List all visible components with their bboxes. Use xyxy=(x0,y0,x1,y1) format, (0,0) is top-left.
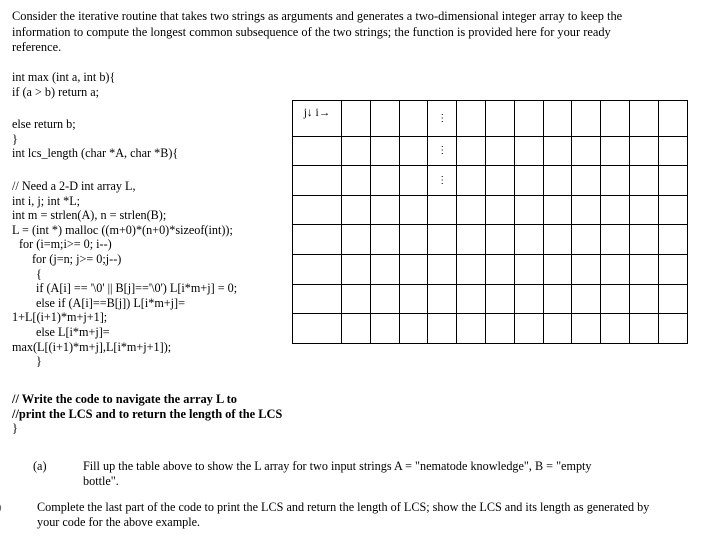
table-cell xyxy=(658,101,687,137)
table-cell xyxy=(601,254,630,284)
table-cell xyxy=(370,314,399,344)
table-cell xyxy=(342,254,371,284)
code-block-max-function xyxy=(12,70,115,99)
code-line: for (i=m;i>= 0; i--) xyxy=(19,237,112,252)
table-row xyxy=(293,284,688,314)
table-cell xyxy=(342,166,371,196)
table-cell xyxy=(601,225,630,255)
table-cell xyxy=(514,136,543,166)
table-cell xyxy=(428,314,457,344)
question-a xyxy=(33,459,618,490)
table-cell xyxy=(629,314,658,344)
table-cell xyxy=(485,136,514,166)
table-row xyxy=(293,136,688,166)
problem-intro: Consider the iterative routine that takes two strings as arguments and generates a two-dimensional integer array to keep the information to compute the longest common subsequence of the two strings; the function is provided here for your ready reference. xyxy=(12,9,623,54)
table-cell xyxy=(293,195,342,225)
table-cell xyxy=(293,314,342,344)
table-ellipsis-cell xyxy=(428,136,457,166)
code-line: 1+L[(i+1)*m+j+1]; xyxy=(12,310,108,325)
table-cell xyxy=(485,254,514,284)
table-cell xyxy=(428,195,457,225)
table-cell xyxy=(658,195,687,225)
table-cell xyxy=(370,225,399,255)
code-line: else if (A[i]==B[j]) L[i*m+j]= xyxy=(36,295,185,310)
table-row xyxy=(293,166,688,196)
table-cell xyxy=(485,225,514,255)
code-line: // Write the code to navigate the array L to xyxy=(12,392,237,406)
table-cell xyxy=(370,195,399,225)
table-cell xyxy=(399,225,428,255)
table-cell xyxy=(514,254,543,284)
table-cell xyxy=(370,136,399,166)
code-line: int lcs_length (char *A, char *B){ xyxy=(12,146,179,161)
table-cell xyxy=(457,101,486,137)
table-cell xyxy=(543,225,572,255)
table-cell xyxy=(342,284,371,314)
table-header-cell: j↓ i→ xyxy=(293,101,342,137)
table-cell xyxy=(485,314,514,344)
table-cell xyxy=(629,225,658,255)
table-cell xyxy=(342,136,371,166)
table-cell xyxy=(457,136,486,166)
question-b-text: Complete the last part of the code to print the LCS and return the length of LCS; show the LCS and its length as generated by your code for the above example. xyxy=(37,500,650,530)
table-cell xyxy=(399,136,428,166)
table-cell xyxy=(485,101,514,137)
table-cell xyxy=(658,136,687,166)
table-cell xyxy=(342,195,371,225)
lcs-table xyxy=(292,100,688,344)
table-cell xyxy=(543,284,572,314)
code-line: else L[i*m+j]= xyxy=(36,324,110,339)
code-block-lcs-signature xyxy=(12,117,178,161)
code-line: { xyxy=(36,266,42,281)
code-block-lcs-body xyxy=(12,179,237,369)
table-cell xyxy=(293,225,342,255)
table-cell xyxy=(658,225,687,255)
table-cell xyxy=(399,166,428,196)
table-cell xyxy=(514,225,543,255)
table-cell xyxy=(514,101,543,137)
table-cell xyxy=(572,225,601,255)
table-cell xyxy=(457,225,486,255)
code-line: } xyxy=(12,421,18,436)
table-ellipsis-cell xyxy=(428,166,457,196)
table-cell xyxy=(428,225,457,255)
table-cell xyxy=(293,136,342,166)
table-cell xyxy=(629,166,658,196)
vertical-ellipsis: ⋮ xyxy=(437,145,448,157)
table-cell xyxy=(572,166,601,196)
table-cell xyxy=(514,284,543,314)
table-cell xyxy=(370,254,399,284)
table-cell xyxy=(342,314,371,344)
code-block-task-comment xyxy=(12,392,282,436)
table-cell xyxy=(658,166,687,196)
table-cell xyxy=(629,195,658,225)
code-line: // Need a 2-D int array L, xyxy=(12,179,136,193)
table-cell xyxy=(457,284,486,314)
table-cell xyxy=(485,166,514,196)
table-cell xyxy=(629,101,658,137)
table-cell xyxy=(457,195,486,225)
table-row xyxy=(293,195,688,225)
table-cell xyxy=(370,101,399,137)
table-cell xyxy=(629,254,658,284)
table-cell xyxy=(399,195,428,225)
table-cell xyxy=(543,195,572,225)
table-cell xyxy=(399,314,428,344)
table-cell xyxy=(543,314,572,344)
table-cell xyxy=(543,136,572,166)
table-cell xyxy=(601,195,630,225)
table-row xyxy=(293,225,688,255)
table-cell xyxy=(399,284,428,314)
table-cell xyxy=(572,136,601,166)
code-line: if (a > b) return a; xyxy=(12,84,100,99)
table-cell xyxy=(601,284,630,314)
table-cell xyxy=(658,284,687,314)
table-cell xyxy=(601,101,630,137)
code-line: int i, j; int *L; xyxy=(12,193,81,208)
table-cell xyxy=(572,254,601,284)
table-cell xyxy=(399,254,428,284)
question-b xyxy=(12,500,652,531)
table-cell xyxy=(457,314,486,344)
table-cell xyxy=(514,314,543,344)
table-cell xyxy=(543,254,572,284)
vertical-ellipsis: ⋮ xyxy=(437,174,448,186)
table-cell xyxy=(572,101,601,137)
table-cell xyxy=(572,284,601,314)
table-cell xyxy=(543,166,572,196)
table-cell xyxy=(293,254,342,284)
table-cell xyxy=(514,166,543,196)
table-cell xyxy=(601,314,630,344)
table-cell xyxy=(543,101,572,137)
table-cell xyxy=(601,166,630,196)
table-cell xyxy=(485,284,514,314)
table-cell xyxy=(572,195,601,225)
code-line: } xyxy=(36,354,42,369)
code-line: } xyxy=(12,131,18,146)
table-ellipsis-cell xyxy=(428,101,457,137)
table-cell xyxy=(370,166,399,196)
table-cell xyxy=(572,314,601,344)
code-line: //print the LCS and to return the length of the LCS xyxy=(12,406,283,421)
table-cell xyxy=(514,195,543,225)
table-cell xyxy=(601,136,630,166)
table-row xyxy=(293,101,688,137)
table-cell xyxy=(629,136,658,166)
table-cell xyxy=(658,254,687,284)
question-a-text: Fill up the table above to show the L array for two input strings A = "nematode knowledge", B = "empty bottle". xyxy=(83,459,592,489)
vertical-ellipsis: ⋮ xyxy=(437,112,448,124)
code-line: L = (int *) malloc ((m+0)*(n+0)*sizeof(int)); xyxy=(12,222,233,237)
code-line: else return b; xyxy=(12,117,76,131)
code-line: for (j=n; j>= 0;j--) xyxy=(32,251,122,266)
table-cell xyxy=(428,284,457,314)
table-row xyxy=(293,314,688,344)
table-cell xyxy=(399,101,428,137)
table-cell xyxy=(428,254,457,284)
question-b-label xyxy=(12,500,37,515)
code-line: if (A[i] == '\0' || B[j]=='\0') L[i*m+j] = 0; xyxy=(36,281,238,296)
table-row xyxy=(293,254,688,284)
code-line: int max (int a, int b){ xyxy=(12,70,116,84)
table-cell xyxy=(457,254,486,284)
question-a-label: (a) xyxy=(33,459,47,473)
table-cell xyxy=(342,225,371,255)
table-cell xyxy=(629,284,658,314)
table-cell xyxy=(457,166,486,196)
table-cell xyxy=(370,284,399,314)
table-cell xyxy=(658,314,687,344)
code-line: max(L[(i+1)*m+j],L[i*m+j+1]); xyxy=(12,339,172,354)
table-cell xyxy=(293,284,342,314)
table-cell xyxy=(342,101,371,137)
table-cell xyxy=(485,195,514,225)
code-line: int m = strlen(A), n = strlen(B); xyxy=(12,208,167,223)
table-cell xyxy=(293,166,342,196)
